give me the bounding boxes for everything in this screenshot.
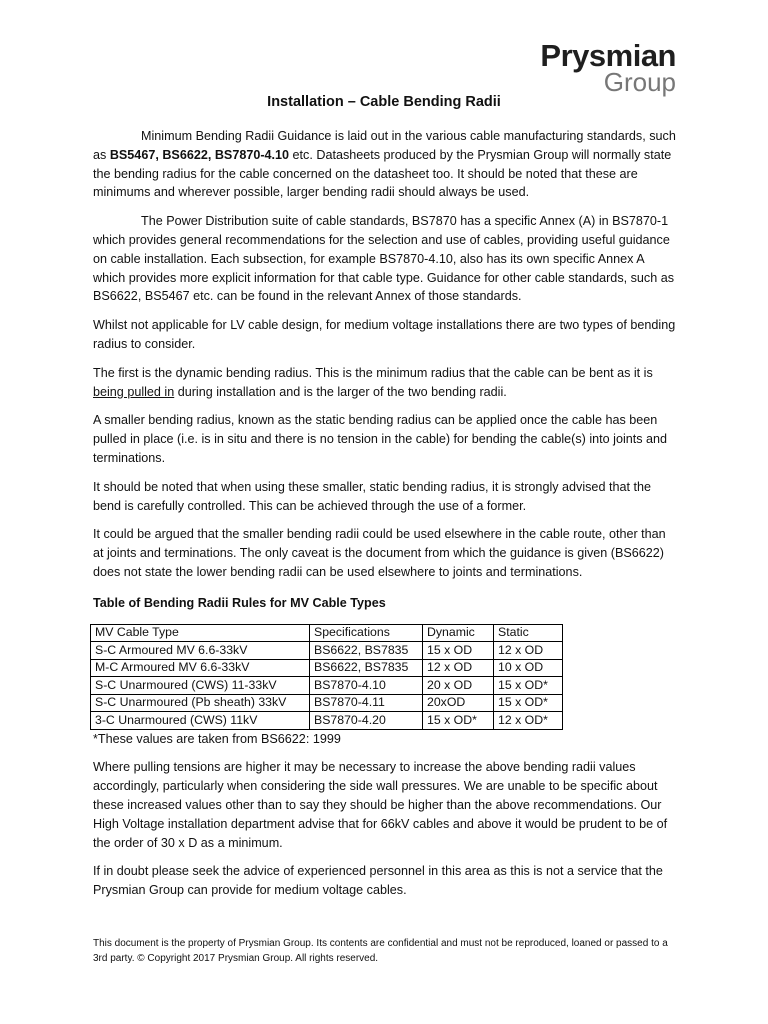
logo-main-text: Prysmian: [540, 38, 676, 73]
paragraph-intro-standards: BS5467, BS6622, BS7870-4.10: [109, 147, 290, 162]
document-body: [93, 127, 676, 910]
table-cell: S-C Unarmoured (CWS) 11-33kV: [91, 677, 310, 695]
table-header-cell: MV Cable Type: [91, 624, 310, 642]
table-cell: 12 x OD: [423, 659, 494, 677]
table-cell: 15 x OD: [423, 642, 494, 660]
table-cell: 10 x OD: [494, 659, 563, 677]
paragraph-dynamic-text-b: during installation and is the larger of the two bending radii.: [174, 384, 507, 399]
paragraph-intro-text-b: etc. Datasheets produced by the Prysmian Group will normally state the bending radius for the cable concerned on the datasheet too. It should be noted that these are minimums and wherever possible, larger bending radii should always be used.: [93, 147, 672, 200]
paragraph-static-radius: A smaller bending radius, known as the static bending radius can be applied once the cable has been pulled in place (i.e. is in situ and there is no tension in the cable) for bending the cable(s) into joints and terminations.: [93, 413, 668, 465]
page-title: Installation – Cable Bending Radii: [267, 94, 501, 110]
table-cell: 12 x OD: [494, 642, 563, 660]
table-row: [91, 677, 563, 695]
logo-sub-text: Group: [603, 67, 676, 97]
table-cell: 20xOD: [423, 694, 494, 712]
table-cell: S-C Armoured MV 6.6-33kV: [91, 642, 310, 660]
table-row: [91, 642, 563, 660]
paragraph-advice: If in doubt please seek the advice of experienced personnel in this area as this is not a service that the Prysmian Group can provide for medium voltage cables.: [93, 864, 663, 898]
table-cell: 3-C Unarmoured (CWS) 11kV: [91, 712, 310, 730]
table-title: Table of Bending Radii Rules for MV Cable Types: [93, 595, 386, 610]
table-cell: BS6622, BS7835: [310, 642, 423, 660]
table-header-cell: Static: [494, 624, 563, 642]
table-cell: BS6622, BS7835: [310, 659, 423, 677]
paragraph-caveat: It could be argued that the smaller bending radii could be used elsewhere in the cable route, other than at joints and terminations. The only caveat is the document from which the guidance is given (BS6622) does not state the lower bending radii can be used elsewhere to joints and terminations.: [93, 527, 666, 579]
table-cell: BS7870-4.20: [310, 712, 423, 730]
prysmian-group-logo: [540, 40, 676, 95]
table-row: [91, 659, 563, 677]
bending-radii-table: [90, 624, 563, 730]
table-row: [91, 694, 563, 712]
table-cell: 15 x OD*: [494, 677, 563, 695]
paragraph-dynamic-underlined: being pulled in: [93, 384, 175, 399]
paragraph-bs7870: The Power Distribution suite of cable standards, BS7870 has a specific Annex (A) in BS7870-1 which provides general recommendations for the selection and use of cables, providing useful guidance on cable installation. Each subsection, for example BS7870-4.10, also has its own specific Annex A which provides more explicit information for that cable type. Guidance for other cable standards, such as BS6622, BS5467 etc. can be found in the relevant Annex of those standards.: [93, 214, 675, 304]
paragraph-pulling-tensions: Where pulling tensions are higher it may be necessary to increase the above bending radii values accordingly, particularly when considering the side wall pressures. We are unable to be specific about these increased values other than to say they should be higher than the above recommendations. Our High Voltage installation department advise that for 66kV cables and above it would be prudent to be of the order of 30 x D as a minimum.: [93, 760, 668, 850]
paragraph-intro-text-a: Minimum Bending Radii Guidance is laid out in the various cable manufacturing standards, such as: [93, 129, 676, 162]
table-cell: 15 x OD*: [494, 694, 563, 712]
table-cell: BS7870-4.11: [310, 694, 423, 712]
paragraph-lv-mv: Whilst not applicable for LV cable design, for medium voltage installations there are two types of bending radius to consider.: [93, 318, 676, 351]
paragraph-dynamic-text-a: The first is the dynamic bending radius. This is the minimum radius that the cable can be bent as it is: [93, 365, 653, 380]
confidentiality-footer: This document is the property of Prysmian Group. Its contents are confidential and must not be reproduced, loaned or passed to a 3rd party. © Copyright 2017 Prysmian Group. All rights reserved.: [93, 938, 668, 964]
paragraph-intro: [93, 127, 676, 202]
table-header-cell: Dynamic: [423, 624, 494, 642]
table-cell: M-C Armoured MV 6.6-33kV: [91, 659, 310, 677]
paragraph-former: It should be noted that when using these smaller, static bending radius, it is strongly advised that the bend is carefully controlled. This can be achieved through the use of a former.: [93, 479, 651, 513]
table-cell: 15 x OD*: [423, 712, 494, 730]
table-cell: S-C Unarmoured (Pb sheath) 33kV: [91, 694, 310, 712]
table-footnote: *These values are taken from BS6622: 1999: [93, 731, 341, 746]
table-row: [91, 712, 563, 730]
table-header-cell: Specifications: [310, 624, 423, 642]
paragraph-dynamic-radius: [93, 364, 676, 402]
table-cell: 20 x OD: [423, 677, 494, 695]
table-cell: 12 x OD*: [494, 712, 563, 730]
table-cell: BS7870-4.10: [310, 677, 423, 695]
table-header-row: [91, 624, 563, 642]
